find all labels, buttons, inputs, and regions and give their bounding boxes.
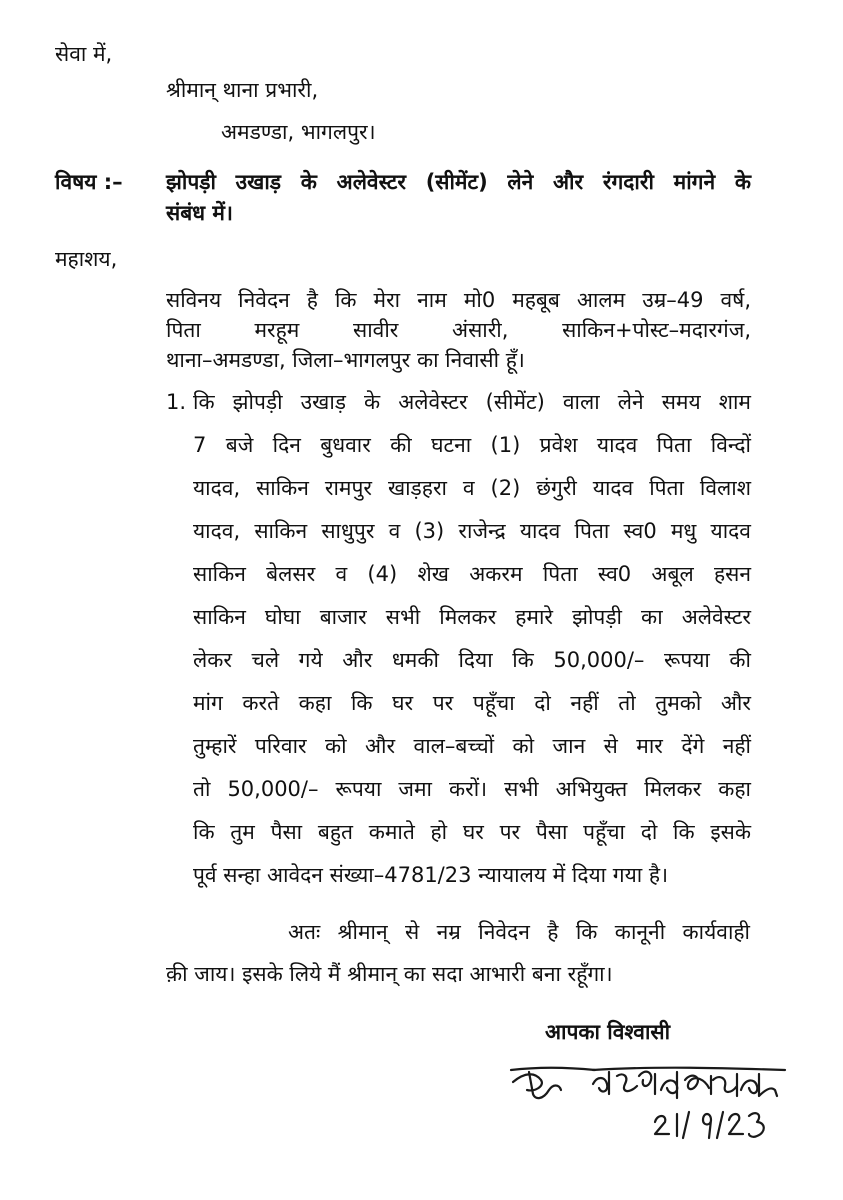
addressee-title: श्रीमान् थाना प्रभारी, bbox=[166, 78, 319, 102]
point-line: यादव, साकिन साधुपुर व (3) राजेन्द्र यादव पिता स्व0 मधु यादव bbox=[193, 519, 751, 543]
point-line: मांग करते कहा कि घर पर पहूँचा दो नहीं तो तुमको और bbox=[193, 691, 751, 715]
addressee-place: अमडण्डा, भागलपुर। bbox=[221, 120, 376, 144]
intro-line: पिता मरहूम सावीर अंसारी, साकिन+पोस्ट–मदारगंज, bbox=[166, 318, 751, 342]
request-line-1: अतः श्रीमान् से नम्र निवेदन है कि कानूनी कार्यवाही bbox=[288, 920, 750, 944]
intro-line: सविनय निवेदन है कि मेरा नाम मो0 महबूब आलम उम्र–49 वर्ष, bbox=[166, 288, 751, 312]
request-line-2: क़ी जाय। इसके लिये मैं श्रीमान् का सदा आभारी बना रहूँगा। bbox=[166, 962, 613, 986]
subject-line-1: झोपड़ी उखाड़ के अलेवेस्टर (सीमेंट) लेने और रंगदारी मांगने के bbox=[166, 170, 751, 194]
point-line: कि तुम पैसा बहुत कमाते हो घर पर पैसा पहूँचा दो कि इसके bbox=[193, 820, 751, 844]
handwritten-signature bbox=[505, 1050, 805, 1140]
salutation-to: सेवा में, bbox=[55, 42, 113, 66]
point-line: यादव, साकिन रामपुर खाड़हरा व (2) छंगुरी यादव पिता विलाश bbox=[193, 476, 751, 500]
point-line: तुम्हारें परिवार को और वाल–बच्चों को जान से मार देंगे नहीं bbox=[193, 734, 751, 758]
intro-line: थाना–अमडण्डा, जिला–भागलपुर का निवासी हूँ। bbox=[166, 348, 525, 372]
point-line: 7 बजे दिन बुधवार की घटना (1) प्रवेश यादव पिता विन्दों bbox=[193, 433, 751, 457]
point-line: साकिन बेलसर व (4) शेख अकरम पिता स्व0 अबूल हसन bbox=[193, 562, 751, 586]
point-line: साकिन घोघा बाजार सभी मिलकर हमारे झोपड़ी का अलेवेस्टर bbox=[193, 605, 751, 629]
point-line: कि झोपड़ी उखाड़ के अलेवेस्टर (सीमेंट) वाला लेने समय शाम bbox=[193, 390, 751, 414]
closing: आपका विश्वासी bbox=[545, 1020, 671, 1044]
point-line: तो 50,000/– रूपया जमा करों। सभी अभियुक्त मिलकर कहा bbox=[193, 777, 751, 801]
greeting: महाशय, bbox=[55, 247, 118, 271]
point-line: लेकर चले गये और धमकी दिया कि 50,000/– रूपया की bbox=[193, 648, 751, 672]
subject-label: विषय :– bbox=[55, 170, 123, 194]
point-line: पूर्व सन्हा आवेदन संख्या–4781/23 न्यायालय में दिया गया है। bbox=[193, 863, 669, 887]
point-number: 1. bbox=[166, 390, 187, 414]
subject-line-2: संबंध में। bbox=[166, 201, 233, 225]
